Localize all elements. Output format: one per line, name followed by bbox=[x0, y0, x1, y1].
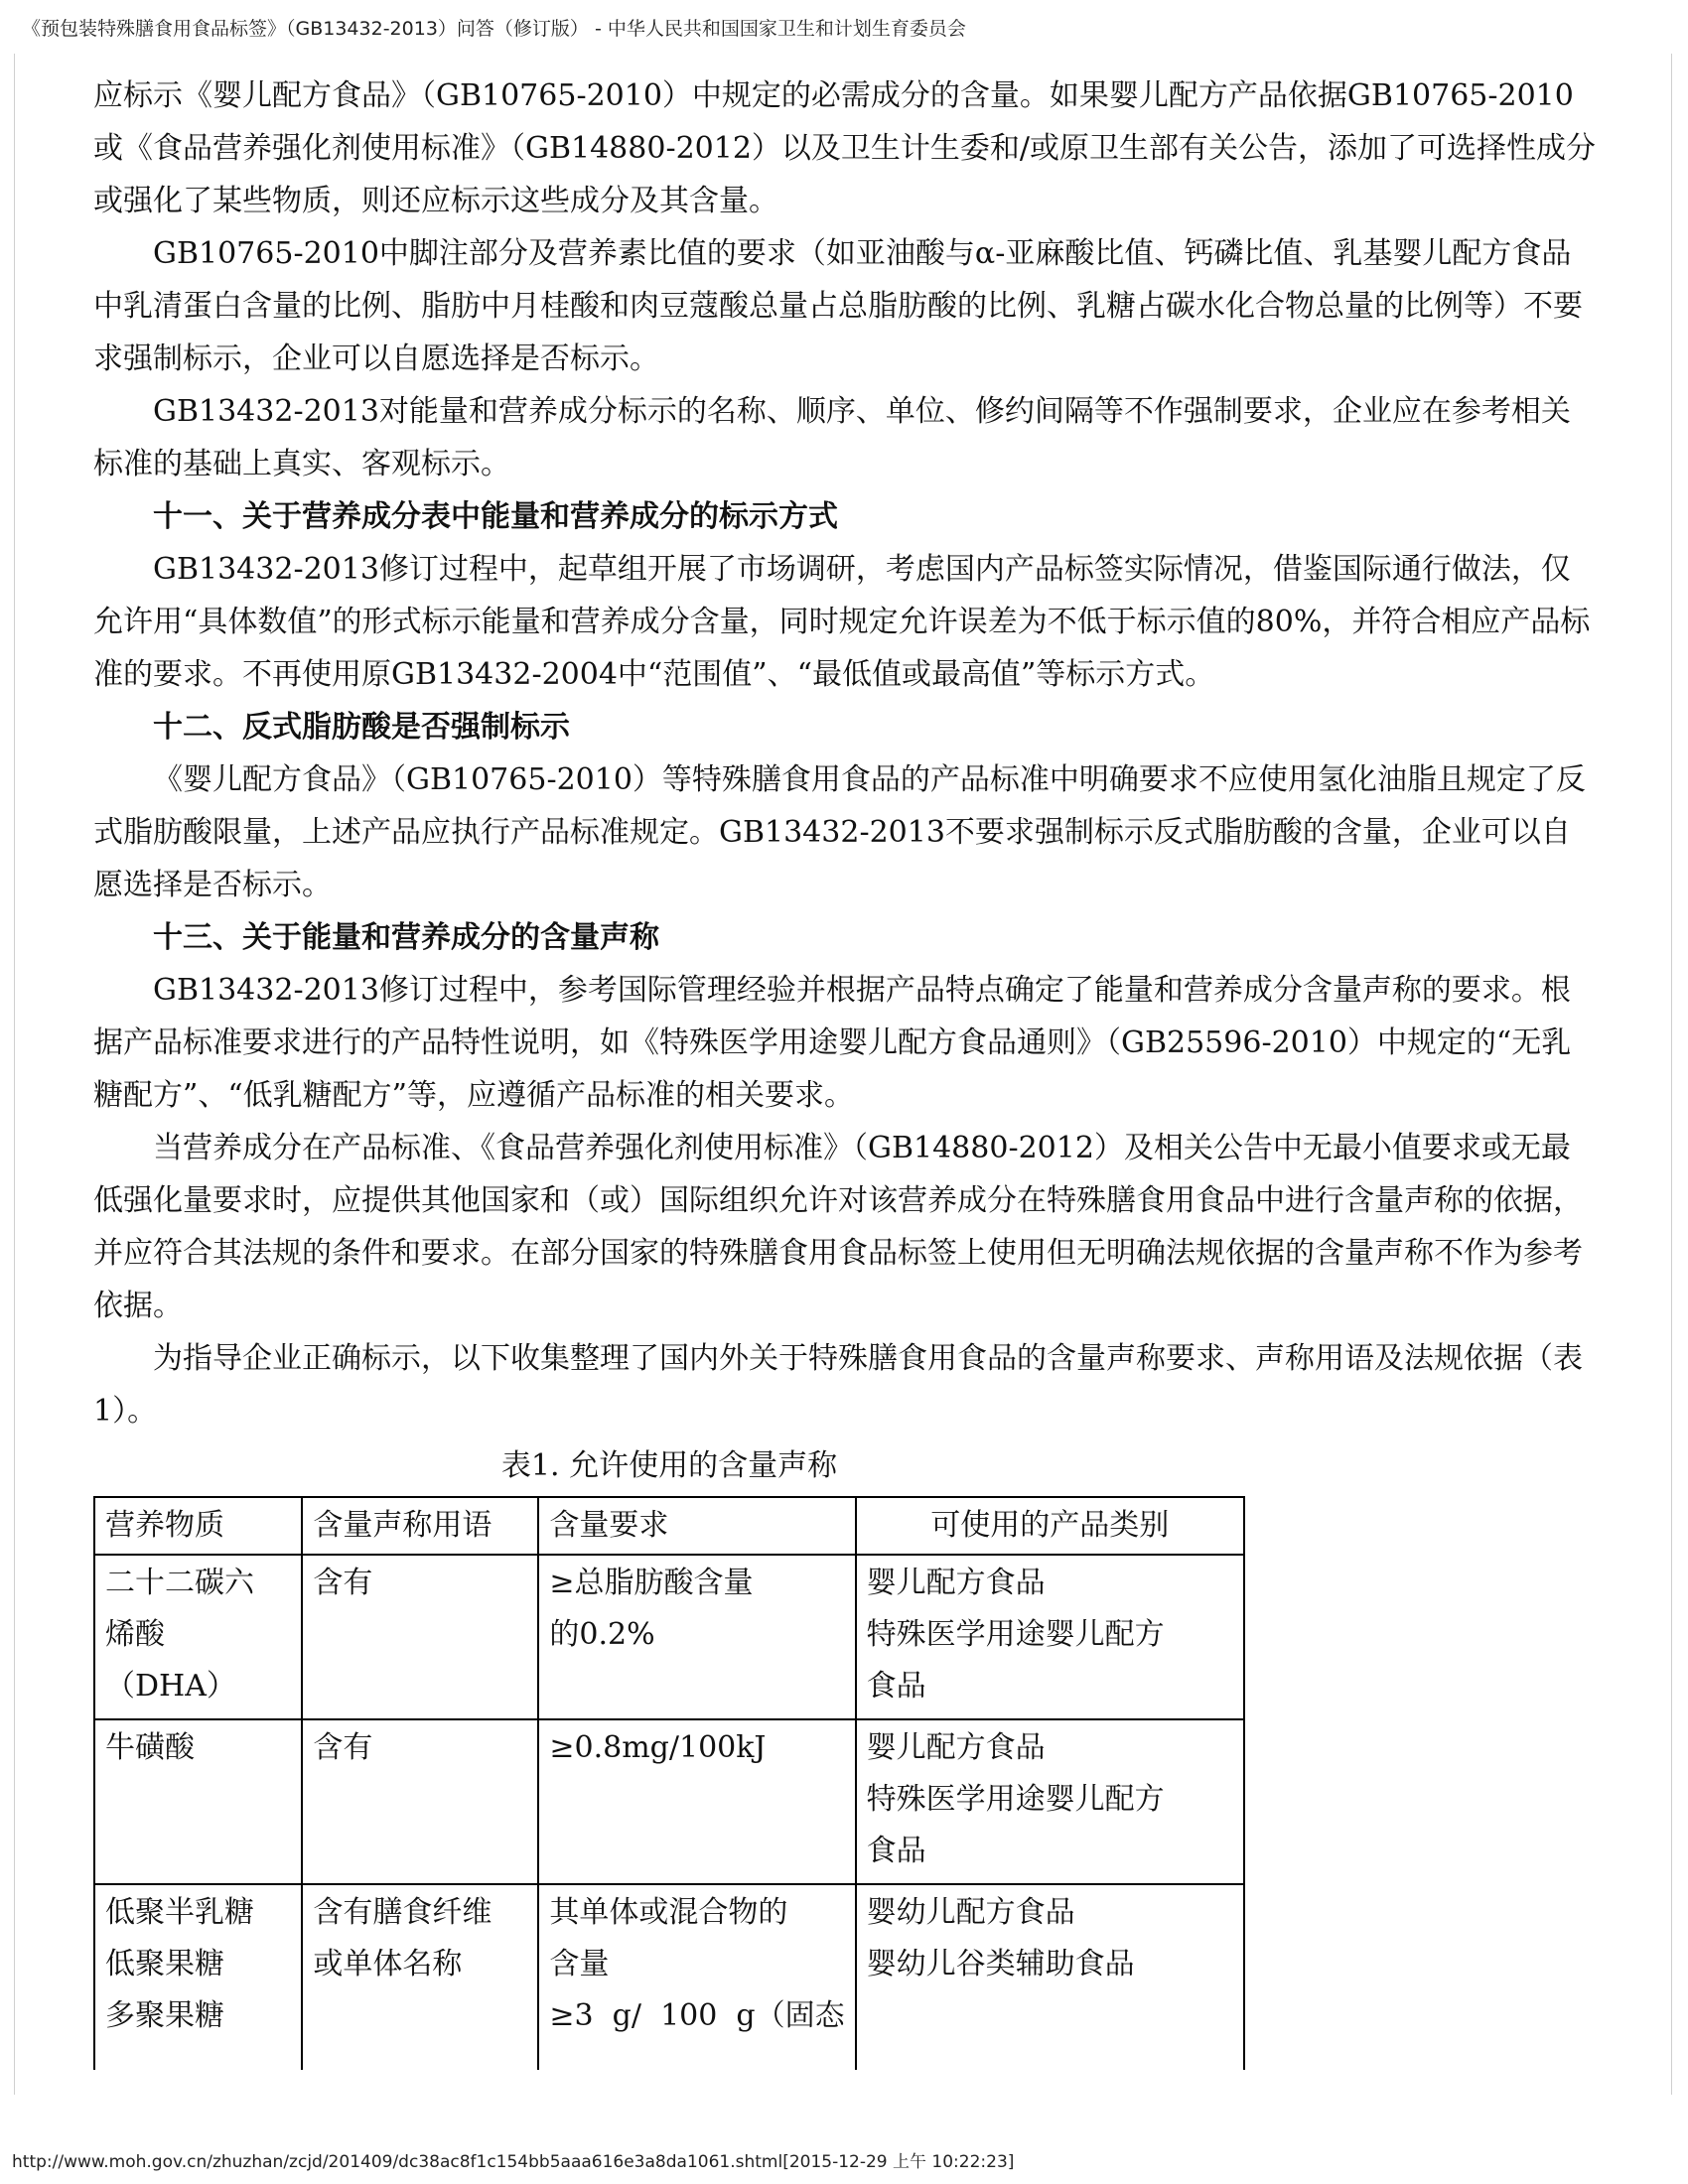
table-cell bbox=[538, 1884, 855, 2070]
cell-line: ≥3 g/ 100 g（固态 bbox=[549, 1998, 845, 2033]
cell-line: 含有膳食纤维 bbox=[313, 1895, 492, 1930]
paragraph: GB13432-2013修订过程中，起草组开展了市场调研，考虑国内产品标签实际情况，借鉴国际通行做法，仅允许用“具体数值”的形式标示能量和营养成分含量，同时规定允许误差为不低于标示值的80%，并符合相应产品标准的要求。不再使用原GB13432-2004中“范围值”、“最低值或最高值”等标示方式。 bbox=[93, 552, 1591, 692]
content-claim-table bbox=[93, 1496, 1245, 2070]
paragraph: 为指导企业正确标示，以下收集整理了国内外关于特殊膳食用食品的含量声称要求、声称用语及法规依据（表1）。 bbox=[93, 1341, 1583, 1429]
table-cell bbox=[94, 1555, 302, 1719]
section-heading: 十三、关于能量和营养成分的含量声称 bbox=[153, 920, 659, 955]
cell-line: ≥总脂肪酸含量 bbox=[549, 1566, 754, 1600]
table-cell bbox=[94, 1884, 302, 2070]
table-cell bbox=[302, 1719, 538, 1884]
table-header-cell: 含量声称用语 bbox=[302, 1497, 538, 1555]
cell-line: 婴儿配方食品 bbox=[866, 1566, 1046, 1600]
paragraph: GB13432-2013修订过程中，参考国际管理经验并根据产品特点确定了能量和营养成分含量声称的要求。根据产品标准要求进行的产品特性说明，如《特殊医学用途婴儿配方食品通则》（GB25596-2010）中规定的“无乳糖配方”、“低乳糖配方”等，应遵循产品标准的相关要求。 bbox=[93, 973, 1572, 1113]
cell-line: 牛磺酸 bbox=[105, 1730, 195, 1765]
cell-line: 的0.2% bbox=[549, 1617, 655, 1652]
right-frame-line bbox=[1671, 54, 1672, 2095]
cell-line: 婴儿配方食品 bbox=[866, 1730, 1046, 1765]
cell-line: ≥0.8mg/100kJ bbox=[549, 1730, 767, 1765]
cell-line: 婴幼儿配方食品 bbox=[866, 1895, 1075, 1930]
cell-line: 食品 bbox=[866, 1669, 926, 1704]
table-row bbox=[94, 1719, 1244, 1884]
cell-line: 特殊医学用途婴儿配方 bbox=[866, 1617, 1165, 1652]
table-header-cell: 营养物质 bbox=[94, 1497, 302, 1555]
table-row bbox=[94, 1884, 1244, 2070]
table-cell bbox=[856, 1719, 1244, 1884]
page-footer-url: http://www.moh.gov.cn/zhuzhan/zcjd/201409/dc38ac8f1c154bb5aaa616e3a8da1061.shtml[2015-12-29 上午 10:22:23] bbox=[12, 2152, 1015, 2172]
table-cell bbox=[856, 1884, 1244, 2070]
table-header-row bbox=[94, 1497, 1244, 1555]
cell-line: 含有 bbox=[313, 1566, 373, 1600]
table-cell bbox=[302, 1555, 538, 1719]
cell-line: 或单体名称 bbox=[313, 1947, 463, 1981]
cell-line: 含量 bbox=[549, 1947, 610, 1981]
cell-line: 婴幼儿谷类辅助食品 bbox=[866, 1947, 1135, 1981]
cell-line: 其单体或混合物的 bbox=[549, 1895, 788, 1930]
section-heading: 十二、反式脂肪酸是否强制标示 bbox=[153, 710, 570, 745]
paragraph: GB10765-2010中脚注部分及营养素比值的要求（如亚油酸与α-亚麻酸比值、钙磷比值、乳基婴儿配方食品中乳清蛋白含量的比例、脂肪中月桂酸和肉豆蔻酸总量占总脂肪酸的比例、乳糖占碳水化合物总量的比例等）不要求强制标示，企业可以自愿选择是否标示。 bbox=[93, 236, 1583, 376]
cell-line: 烯酸 bbox=[105, 1617, 165, 1652]
table-row bbox=[94, 1555, 1244, 1719]
paragraph: 应标示《婴儿配方食品》（GB10765-2010）中规定的必需成分的含量。如果婴儿配方产品依据GB10765-2010或《食品营养强化剂使用标准》（GB14880-2012）以及卫生计生委和/或原卫生部有关公告，添加了可选择性成分或强化了某些物质，则还应标示这些成分及其含量。 bbox=[93, 78, 1597, 218]
paragraph: GB13432-2013对能量和营养成分标示的名称、顺序、单位、修约间隔等不作强制要求，企业应在参考相关标准的基础上真实、客观标示。 bbox=[93, 394, 1571, 481]
cell-line: （DHA） bbox=[105, 1669, 236, 1704]
paragraph: 当营养成分在产品标准、《食品营养强化剂使用标准》（GB14880-2012）及相关公告中无最小值要求或无最低强化量要求时，应提供其他国家和（或）国际组织允许对该营养成分在特殊膳食用食品中进行含量声称的依据，并应符合其法规的条件和要求。在部分国家的特殊膳食用食品标签上使用但无明确法规依据的含量声称不作为参考依据。 bbox=[93, 1131, 1583, 1323]
cell-line: 含有 bbox=[313, 1730, 373, 1765]
cell-line: 多聚果糖 bbox=[105, 1998, 224, 2033]
document-body bbox=[93, 69, 1599, 2070]
cell-line: 低聚半乳糖 bbox=[105, 1895, 254, 1930]
cell-line: 低聚果糖 bbox=[105, 1947, 224, 1981]
left-frame-line bbox=[14, 54, 15, 2095]
table-cell bbox=[302, 1884, 538, 2070]
table-caption: 表1. 允许使用的含量声称 bbox=[500, 1448, 838, 1483]
table-header-cell: 可使用的产品类别 bbox=[856, 1497, 1244, 1555]
page-header: 《预包装特殊膳食用食品标签》（GB13432-2013）问答（修订版） - 中华人民共和国国家卫生和计划生育委员会 bbox=[22, 18, 966, 40]
table-cell bbox=[94, 1719, 302, 1884]
table-cell bbox=[856, 1555, 1244, 1719]
cell-line: 食品 bbox=[866, 1834, 926, 1868]
table-cell bbox=[538, 1719, 855, 1884]
table-cell bbox=[538, 1555, 855, 1719]
section-heading: 十一、关于营养成分表中能量和营养成分的标示方式 bbox=[153, 499, 838, 534]
paragraph: 《婴儿配方食品》（GB10765-2010）等特殊膳食用食品的产品标准中明确要求不应使用氢化油脂且规定了反式脂肪酸限量，上述产品应执行产品标准规定。GB13432-2013不要求强制标示反式脂肪酸的含量，企业可以自愿选择是否标示。 bbox=[93, 762, 1586, 902]
table-header-cell: 含量要求 bbox=[538, 1497, 855, 1555]
cell-line: 特殊医学用途婴儿配方 bbox=[866, 1782, 1165, 1817]
cell-line: 二十二碳六 bbox=[105, 1566, 254, 1600]
